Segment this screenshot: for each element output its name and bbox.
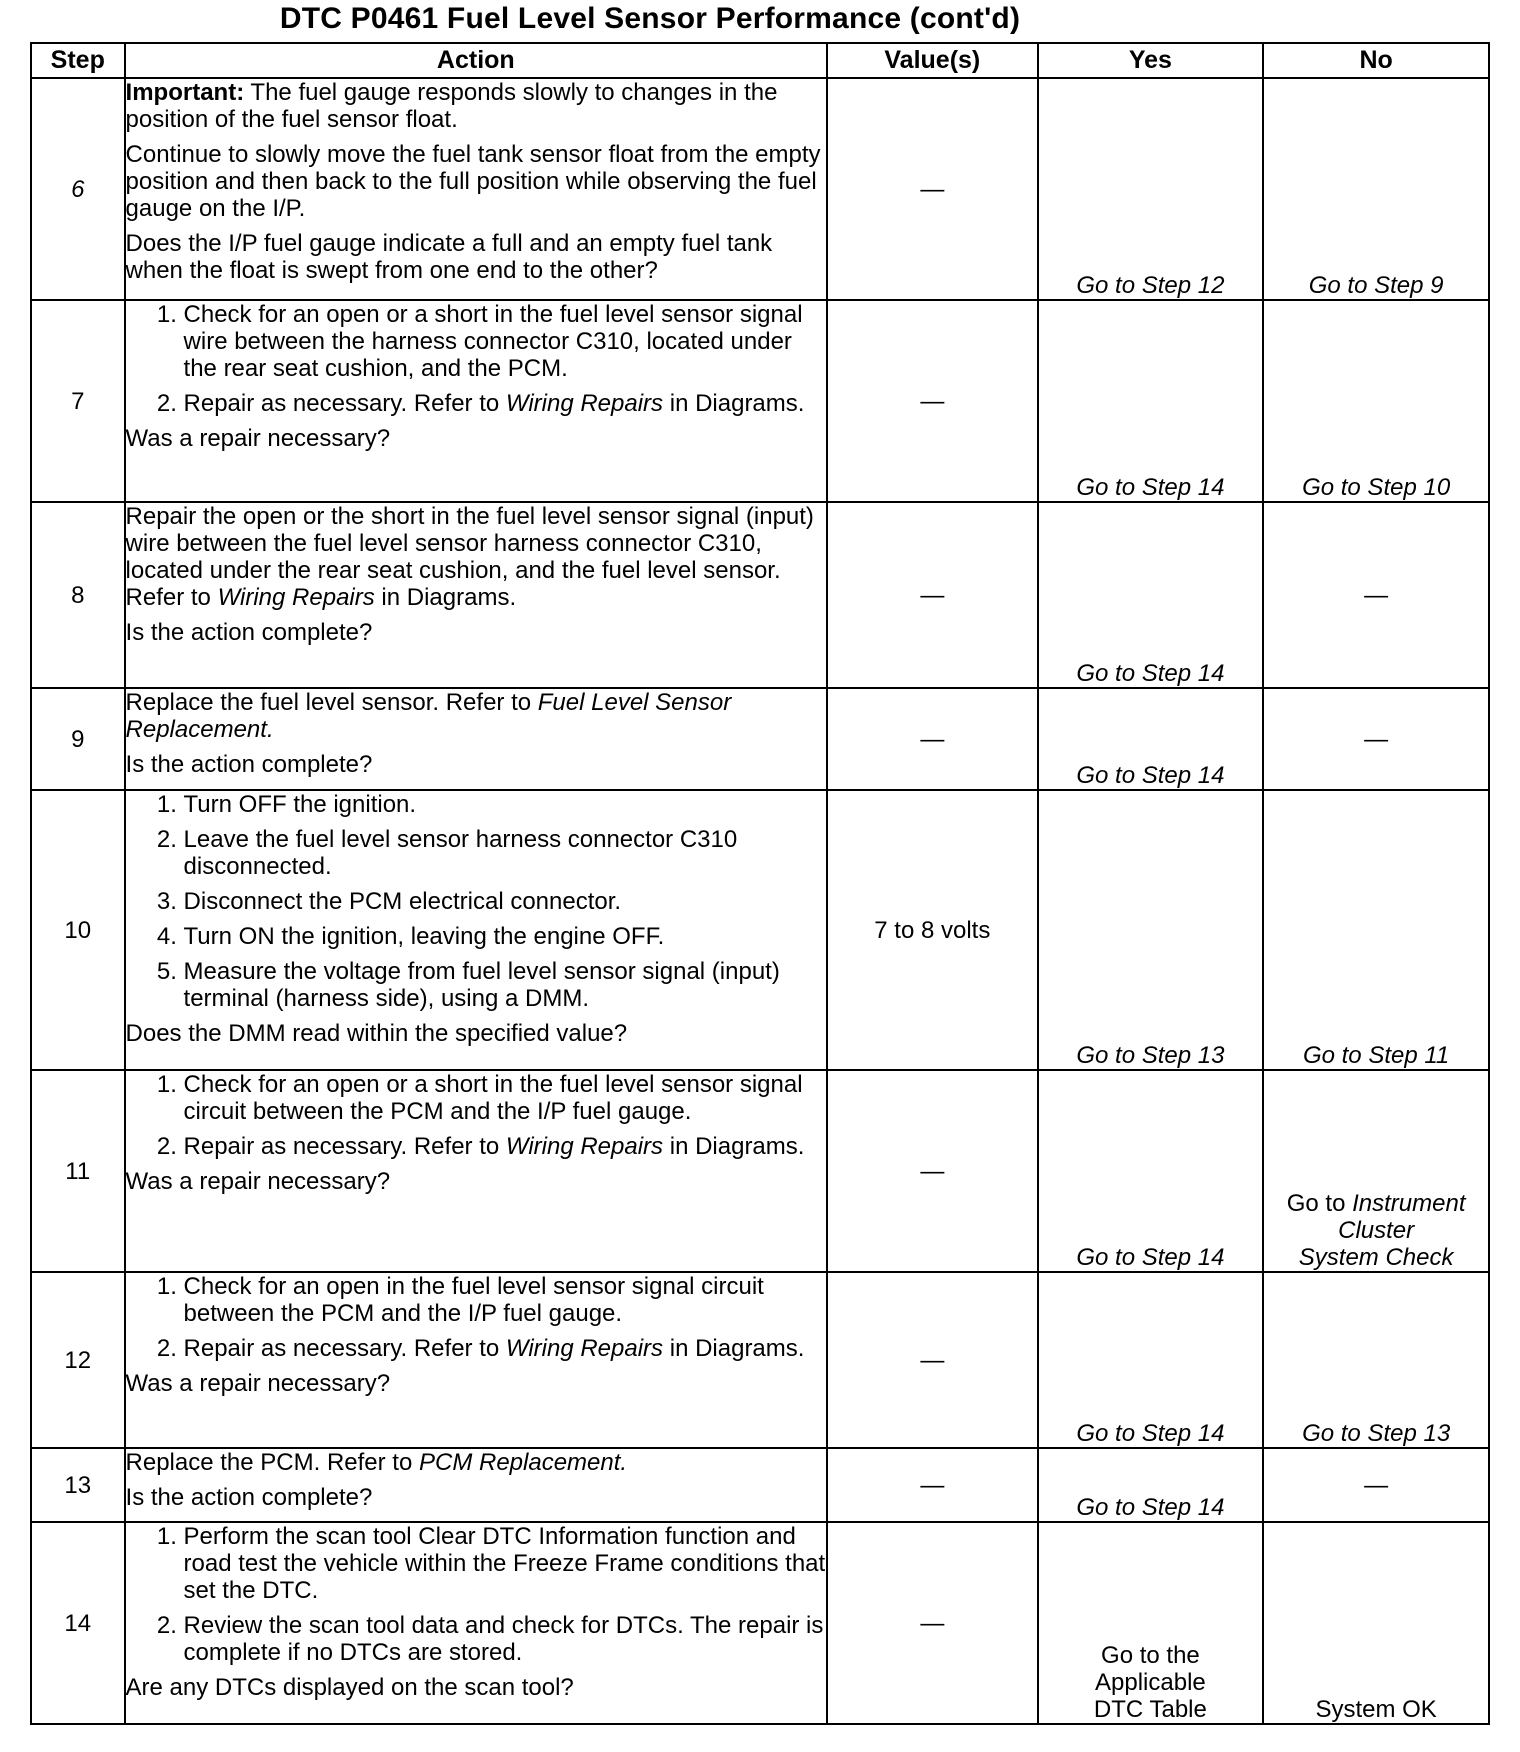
yes-result: Go to Step 12 — [1038, 78, 1264, 300]
reference-link: System Check — [1298, 1244, 1454, 1271]
action-text: Replace the PCM. Refer to — [125, 1449, 419, 1476]
action-text: Replace the fuel level sensor. Refer to — [125, 689, 538, 716]
page-title: DTC P0461 Fuel Level Sensor Performance (cont'd) — [279, 2, 1021, 35]
action-list-item — [184, 1133, 827, 1160]
header-yes: Yes — [1038, 43, 1264, 78]
reference-link: PCM Replacement. — [419, 1449, 628, 1476]
no-result-line — [1264, 1190, 1488, 1217]
action-question: Is the action complete? — [125, 1484, 373, 1511]
header-step: Step — [31, 43, 125, 78]
action-question: Was a repair necessary? — [125, 1370, 391, 1397]
no-result-text: Go to — [1286, 1190, 1353, 1217]
item-text: Repair as necessary. Refer to — [183, 390, 506, 417]
yes-result: Go to Step 13 — [1038, 790, 1264, 1070]
yes-result — [1038, 1522, 1264, 1724]
reference-link: Wiring Repairs — [505, 390, 664, 417]
important-text: The fuel gauge responds slowly to changes in the position of the fuel sensor float. — [125, 79, 778, 133]
value-cell: — — [827, 1272, 1037, 1448]
action-list-item — [184, 390, 827, 417]
no-result: Go to Step 11 — [1263, 790, 1489, 1070]
no-result: — — [1263, 688, 1489, 790]
action-text: Repair the open or the short in the fuel level sensor signal (input) wire between the fuel level sensor harness connector C310, located under the rear seat cushion, and the fuel level sensor. Refer to — [125, 503, 814, 611]
step-number: 12 — [31, 1272, 125, 1448]
table-row — [31, 1272, 1489, 1448]
yes-result-line: Applicable — [1095, 1669, 1206, 1696]
yes-result: Go to Step 14 — [1038, 688, 1264, 790]
value-cell: — — [827, 300, 1037, 502]
header-no: No — [1263, 43, 1489, 78]
reference-link: Instrument — [1352, 1190, 1466, 1217]
no-result: — — [1263, 1448, 1489, 1522]
table-header-row — [31, 43, 1489, 78]
action-paragraph — [126, 503, 827, 611]
value-cell: — — [827, 1070, 1037, 1272]
value-cell: — — [827, 688, 1037, 790]
dtc-table — [30, 42, 1490, 1725]
item-text: in Diagrams. — [663, 1335, 805, 1362]
value-cell: — — [827, 1522, 1037, 1724]
action-list-item: 2. Leave the fuel level sensor harness connector C310 disconnected. — [184, 826, 827, 880]
action-paragraph: Continue to slowly move the fuel tank sensor float from the empty position and then back to the full position while observing the fuel gauge on the I/P. — [125, 141, 821, 222]
yes-result-line: DTC Table — [1093, 1696, 1207, 1723]
action-question: Are any DTCs displayed on the scan tool? — [125, 1674, 574, 1701]
no-result: — — [1263, 502, 1489, 688]
action-list-item: 1. Turn OFF the ignition. — [184, 791, 827, 818]
action-list-item: 4. Turn ON the ignition, leaving the engine OFF. — [184, 923, 827, 950]
table-row — [31, 1522, 1489, 1724]
value-cell: 7 to 8 volts — [827, 790, 1037, 1070]
header-action: Action — [125, 43, 828, 78]
yes-result: Go to Step 14 — [1038, 1070, 1264, 1272]
action-list-item: 5. Measure the voltage from fuel level sensor signal (input) terminal (harness side), using a DMM. — [184, 958, 827, 1012]
no-result: Go to Step 9 — [1263, 78, 1489, 300]
table-row — [31, 1448, 1489, 1522]
action-list — [126, 1273, 827, 1362]
action-question: Was a repair necessary? — [125, 1168, 391, 1195]
reference-link: Cluster — [1338, 1217, 1415, 1244]
yes-result: Go to Step 14 — [1038, 1448, 1264, 1522]
step-number: 6 — [31, 78, 125, 300]
action-question: Was a repair necessary? — [125, 425, 391, 452]
value-cell: — — [827, 1448, 1037, 1522]
yes-result-line: Go to the — [1101, 1642, 1200, 1669]
action-question: Does the I/P fuel gauge indicate a full and an empty fuel tank when the float is swept from one end to the other? — [125, 230, 773, 284]
step-number: 9 — [31, 688, 125, 790]
reference-link: Wiring Repairs — [217, 584, 375, 611]
step-number: 14 — [31, 1522, 125, 1724]
reference-link: Wiring Repairs — [505, 1335, 664, 1362]
step-number: 8 — [31, 502, 125, 688]
action-text: in Diagrams. — [374, 584, 517, 611]
important-label: Important: — [125, 79, 245, 106]
action-list-item: 3. Disconnect the PCM electrical connector. — [184, 888, 827, 915]
action-cell — [125, 1272, 828, 1448]
action-cell — [125, 502, 828, 688]
no-result: Go to Step 10 — [1263, 300, 1489, 502]
item-text: Repair as necessary. Refer to — [183, 1133, 506, 1160]
value-cell: — — [827, 78, 1037, 300]
item-text: Repair as necessary. Refer to — [183, 1335, 506, 1362]
action-list-item: 1. Check for an open in the fuel level sensor signal circuit between the PCM and the I/P fuel gauge. — [184, 1273, 827, 1327]
action-cell — [125, 1448, 828, 1522]
action-cell — [125, 1522, 828, 1724]
action-question: Is the action complete? — [125, 619, 373, 646]
step-number: 11 — [31, 1070, 125, 1272]
reference-link: Fuel Level Sensor Replacement. — [125, 689, 732, 743]
yes-result: Go to Step 14 — [1038, 300, 1264, 502]
no-result: Go to Step 13 — [1263, 1272, 1489, 1448]
step-number: 10 — [31, 790, 125, 1070]
action-question: Does the DMM read within the specified value? — [125, 1020, 628, 1047]
yes-result: Go to Step 14 — [1038, 502, 1264, 688]
action-list-item: 2. Review the scan tool data and check for DTCs. The repair is complete if no DTCs are stored. — [184, 1612, 827, 1666]
no-result — [1263, 1070, 1489, 1272]
action-cell — [125, 688, 828, 790]
action-paragraph — [126, 79, 827, 133]
table-row — [31, 688, 1489, 790]
action-cell — [125, 300, 828, 502]
yes-result: Go to Step 14 — [1038, 1272, 1264, 1448]
action-list — [126, 791, 827, 1012]
table-row — [31, 790, 1489, 1070]
action-list — [126, 1071, 827, 1160]
action-cell — [125, 1070, 828, 1272]
action-list-item — [184, 1335, 827, 1362]
action-question: Is the action complete? — [125, 751, 373, 778]
action-list — [126, 301, 827, 417]
action-list-item: 1. Check for an open or a short in the fuel level sensor signal circuit between the PCM and the I/P fuel gauge. — [184, 1071, 827, 1125]
action-paragraph — [126, 1449, 827, 1476]
action-paragraph — [126, 689, 827, 743]
action-list-item: 1. Perform the scan tool Clear DTC Information function and road test the vehicle within the Freeze Frame conditions that set the DTC. — [184, 1523, 827, 1604]
action-list — [126, 1523, 827, 1666]
no-result: System OK — [1263, 1522, 1489, 1724]
item-text: in Diagrams. — [663, 390, 805, 417]
table-row — [31, 300, 1489, 502]
table-row — [31, 1070, 1489, 1272]
step-number: 7 — [31, 300, 125, 502]
step-number: 13 — [31, 1448, 125, 1522]
value-cell: — — [827, 502, 1037, 688]
table-row — [31, 78, 1489, 300]
action-list-item: 1. Check for an open or a short in the fuel level sensor signal wire between the harness connector C310, located under the rear seat cushion, and the PCM. — [184, 301, 827, 382]
reference-link: Wiring Repairs — [505, 1133, 664, 1160]
header-values: Value(s) — [827, 43, 1037, 78]
item-text: in Diagrams. — [663, 1133, 805, 1160]
action-cell — [125, 78, 828, 300]
table-row — [31, 502, 1489, 688]
action-cell — [125, 790, 828, 1070]
